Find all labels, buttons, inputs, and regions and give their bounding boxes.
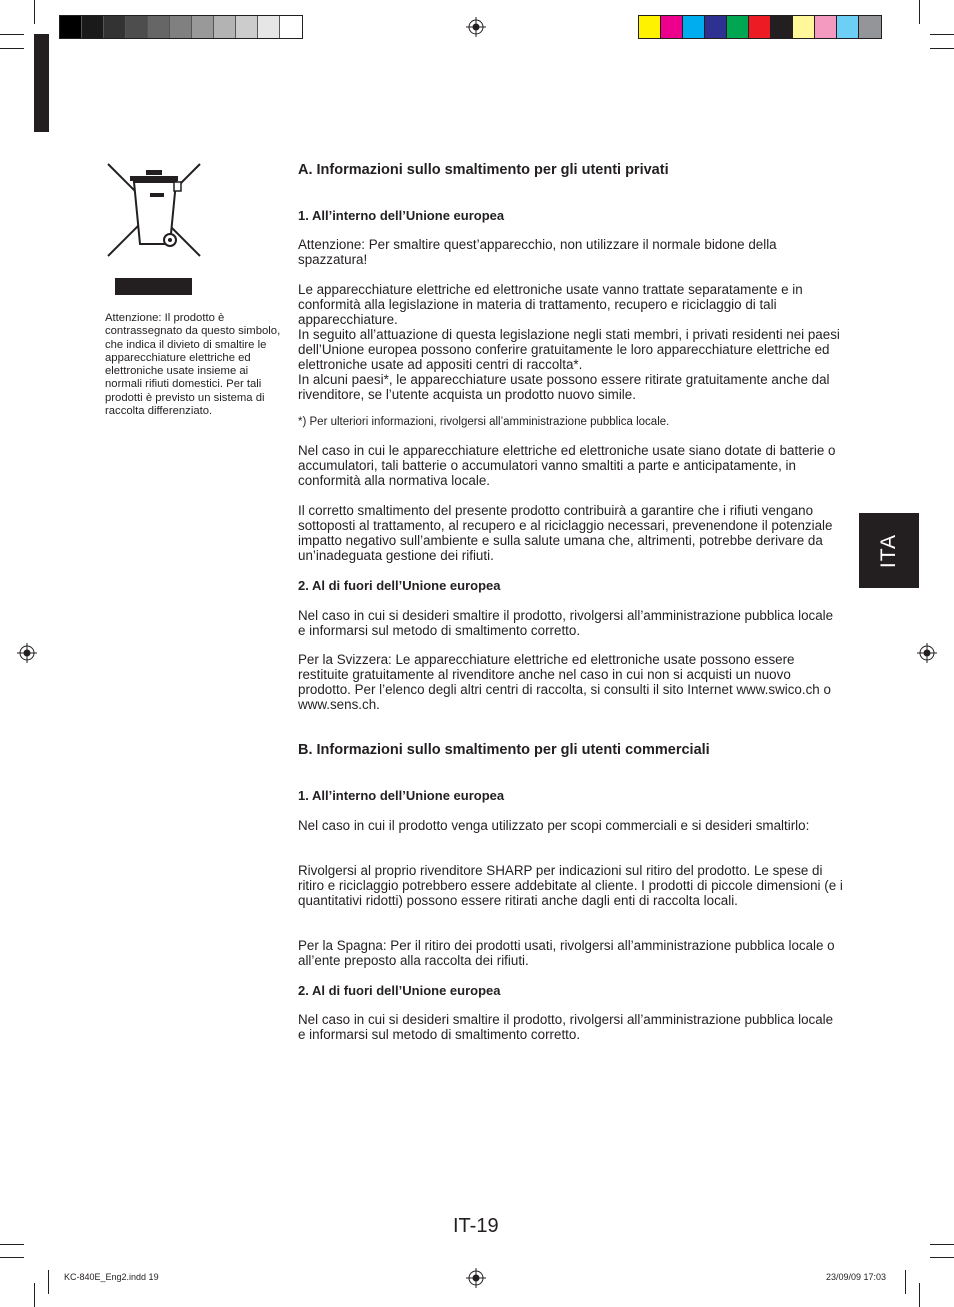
- color-swatch: [661, 16, 683, 38]
- crop-mark: [34, 0, 35, 24]
- gray-swatch: [258, 16, 280, 38]
- color-swatch: [771, 16, 793, 38]
- registration-mark-icon: [466, 17, 486, 37]
- registration-mark-icon: [17, 643, 37, 663]
- crossed-out-bin-icon: [104, 160, 204, 260]
- color-swatch: [639, 16, 661, 38]
- crop-mark: [0, 34, 24, 35]
- section-a-paragraph: Le apparecchiature elettriche ed elettroniche usate vanno trattate separatamente e in conformità alla legislazione in materia di trattamento, recupero e riciclaggio di tali apparecchiature.: [298, 282, 803, 327]
- section-a-subheading-2: 2. Al di fuori dell’Unione europea: [298, 578, 501, 593]
- section-b-subheading-2: 2. Al di fuori dell’Unione europea: [298, 983, 501, 998]
- crop-mark: [919, 1283, 920, 1307]
- section-a-paragraph: Nel caso in cui le apparecchiature elettriche ed elettroniche usate siano dotate di batterie o accumulatori, tali batterie o accumulatori vanno smaltiti a parte e anticipatamente, in conformità alla normativa locale.: [298, 443, 836, 488]
- section-a-subheading-1: 1. All’interno dell’Unione europea: [298, 208, 505, 223]
- section-b-paragraph: Nel caso in cui si desideri smaltire il prodotto, rivolgersi all’amministrazione pubblica locale e informarsi sul metodo di smaltimento corretto.: [298, 1012, 834, 1042]
- color-swatch: [705, 16, 727, 38]
- color-swatch: [793, 16, 815, 38]
- section-a-paragraph: In seguito all’attuazione di questa legislazione negli stati membri, i privati residenti nei paesi dell’Unione europea possono conferire gratuitamente le loro apparecchiature elettriche ed elettroniche usate ad appositi centri di raccolta*.: [298, 327, 840, 372]
- black-margin-strip: [34, 34, 49, 132]
- section-a-paragraph: In alcuni paesi*, le apparecchiature usate possono essere ritirate gratuitamente anche dal rivenditore, se l’utente acquista un prodotto nuovo simile.: [298, 372, 830, 402]
- crop-mark: [919, 0, 920, 24]
- section-a-title: A. Informazioni sullo smaltimento per gli utenti privati: [298, 162, 669, 178]
- registration-mark-icon: [917, 643, 937, 663]
- section-a-paragraph: Per la Svizzera: Le apparecchiature elettriche ed elettroniche usate possono essere restituite gratuitamente al rivenditore anche nel caso in cui non si acquisti un nuovo prodotto. Per l’elenco degli altri centri di raccolta, si consulti il sito Internet www.swico.ch o www.sens.ch.: [298, 652, 831, 712]
- gray-swatch: [236, 16, 258, 38]
- footer-file-info: KC-840E_Eng2.indd 19: [64, 1272, 159, 1282]
- grayscale-calibration-bar: [59, 15, 303, 39]
- gray-swatch: [126, 16, 148, 38]
- color-swatch: [683, 16, 705, 38]
- color-swatch: [815, 16, 837, 38]
- color-swatch: [727, 16, 749, 38]
- page-number: IT-19: [453, 1215, 499, 1237]
- gray-swatch: [280, 16, 302, 38]
- language-tab: [859, 513, 919, 588]
- symbol-explanation-note: Attenzione: Il prodotto è contrassegnato da questo simbolo, che indica il divieto di smaltire le apparecchiature elettriche ed elettroniche usate insieme ai normali rifiuti domestici. Per tali prodotti è previsto un sistema di raccolta differenziato.: [105, 312, 281, 418]
- crop-mark: [34, 1283, 35, 1307]
- section-a-paragraph: Nel caso in cui si desideri smaltire il prodotto, rivolgersi all’amministrazione pubblica locale e informarsi sul metodo di smaltimento corretto.: [298, 608, 834, 638]
- gray-swatch: [60, 16, 82, 38]
- color-swatch: [749, 16, 771, 38]
- gray-swatch: [148, 16, 170, 38]
- language-tab-label: ITA: [877, 533, 900, 568]
- crop-mark: [905, 1270, 906, 1294]
- crop-mark: [930, 48, 954, 49]
- color-swatch: [859, 16, 881, 38]
- section-b-paragraph: Per la Spagna: Per il ritiro dei prodotti usati, rivolgersi all’amministrazione pubblica locale o all’ente preposto alla raccolta dei rifiuti.: [298, 938, 835, 968]
- gray-swatch: [82, 16, 104, 38]
- section-a-paragraph: Il corretto smaltimento del presente prodotto contribuirà a garantire che i rifiuti vengano sottoposti al trattamento, al recupero e al riciclaggio necessari, prevenendone il potenziale impatto negativo sull’ambiente e sulla salute umana che, altrimenti, potrebbe derivare da un’inadeguata gestione dei rifiuti.: [298, 503, 833, 563]
- section-a-paragraph: Attenzione: Per smaltire quest’apparecchio, non utilizzare il normale bidone della spazzatura!: [298, 237, 777, 267]
- crop-mark: [0, 48, 24, 49]
- bin-symbol-bar: [115, 278, 192, 295]
- crop-mark: [930, 1257, 954, 1258]
- gray-swatch: [104, 16, 126, 38]
- section-b-title: B. Informazioni sullo smaltimento per gli utenti commerciali: [298, 742, 710, 758]
- gray-swatch: [192, 16, 214, 38]
- crop-mark: [48, 1270, 49, 1294]
- crop-mark: [0, 1257, 24, 1258]
- gray-swatch: [214, 16, 236, 38]
- color-swatch: [837, 16, 859, 38]
- color-calibration-bar: [638, 15, 882, 39]
- crop-mark: [0, 1244, 24, 1245]
- section-b-subheading-1: 1. All’interno dell’Unione europea: [298, 788, 505, 803]
- section-a-footnote: *) Per ulteriori informazioni, rivolgersi all’amministrazione pubblica locale.: [298, 416, 670, 428]
- section-b-paragraph: Rivolgersi al proprio rivenditore SHARP per indicazioni sul ritiro del prodotto. Le spese di ritiro e riciclaggio potrebbero essere addebitate al cliente. I prodotti di piccole dimensioni (e i quantitativi ridotti) possono essere ritirati anche dagli enti di raccolta locali.: [298, 863, 843, 908]
- footer-date: 23/09/09 17:03: [826, 1272, 887, 1282]
- registration-mark-icon: [466, 1268, 486, 1288]
- crop-mark: [930, 1244, 954, 1245]
- section-b-paragraph: Nel caso in cui il prodotto venga utilizzato per scopi commerciali e si desideri smaltirlo:: [298, 818, 810, 833]
- crop-mark: [930, 34, 954, 35]
- gray-swatch: [170, 16, 192, 38]
